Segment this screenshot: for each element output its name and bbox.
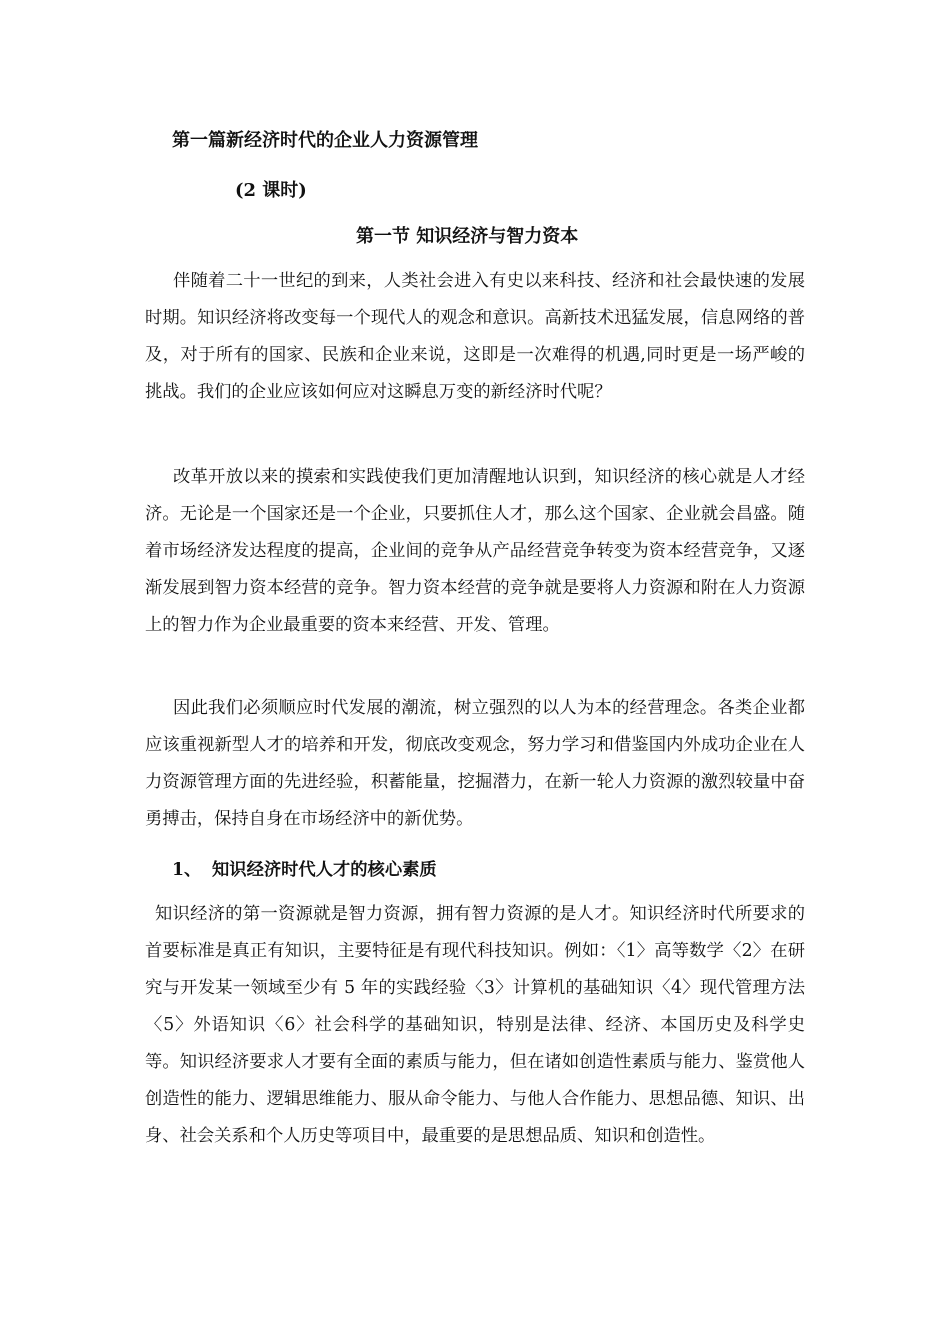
subheading-text: 知识经济时代人才的核心素质 xyxy=(212,860,437,880)
paragraph: 改革开放以来的摸索和实践使我们更加清醒地认识到，知识经济的核心就是人才经济。无论是一个国家还是一个企业，只要抓住人才，那么这个国家、企业就会昌盛。随着市场经济发达程度的提高，企业间的竞争从产品经营竞争转变为资本经营竞争，又逐渐发展到智力资本经营的竞争。智力资本经营的竞争就是要将人力资源和附在人力资源上的智力作为企业最重要的资本来经营、开发、管理。 xyxy=(145,467,805,635)
subheading-number: 1、 xyxy=(172,860,202,880)
paragraph: 知识经济的第一资源就是智力资源，拥有智力资源的是人才。知识经济时代所要求的首要标准是真正有知识，主要特征是有现代科技知识。例如：〈1〉高等数学〈2〉在研究与开发某一领域至少有 5 年的实践经验〈3〉计算机的基础知识〈4〉现代管理方法〈5〉外语知识〈6〉社会科学的基础知识，特别是法律、经济、本国历史及科学史等。知识经济要求人才要有全面的素质与能力，但在诸如创造性素质与能力、鉴赏他人创造性的能力、逻辑思维能力、服从命令能力、与他人合作能力、思想品德、知识、出身、社会关系和个人历史等项目中，最重要的是思想品质、知识和创造性。 xyxy=(145,904,805,1146)
class-hours: (2 课时) xyxy=(235,180,307,201)
paragraph: 因此我们必须顺应时代发展的潮流，树立强烈的以人为本的经营理念。各类企业都应该重视新型人才的培养和开发，彻底改变观念，努力学习和借鉴国内外成功企业在人力资源管理方面的先进经验，积蓄能量，挖掘潜力，在新一轮人力资源的激烈较量中奋勇搏击，保持自身在市场经济中的新优势。 xyxy=(145,698,805,829)
section-title: 第一节 知识经济与智力资本 xyxy=(356,226,579,247)
paragraph: 伴随着二十一世纪的到来，人类社会进入有史以来科技、经济和社会最快速的发展时期。知识经济将改变每一个现代人的观念和意识。高新技术迅猛发展，信息网络的普及，对于所有的国家、民族和企业来说，这即是一次难得的机遇,同时更是一场严峻的挑战。我们的企业应该如何应对这瞬息万变的新经济时代呢？ xyxy=(145,271,805,402)
subheading xyxy=(172,855,437,880)
part-title: 第一篇新经济时代的企业人力资源管理 xyxy=(172,130,478,151)
